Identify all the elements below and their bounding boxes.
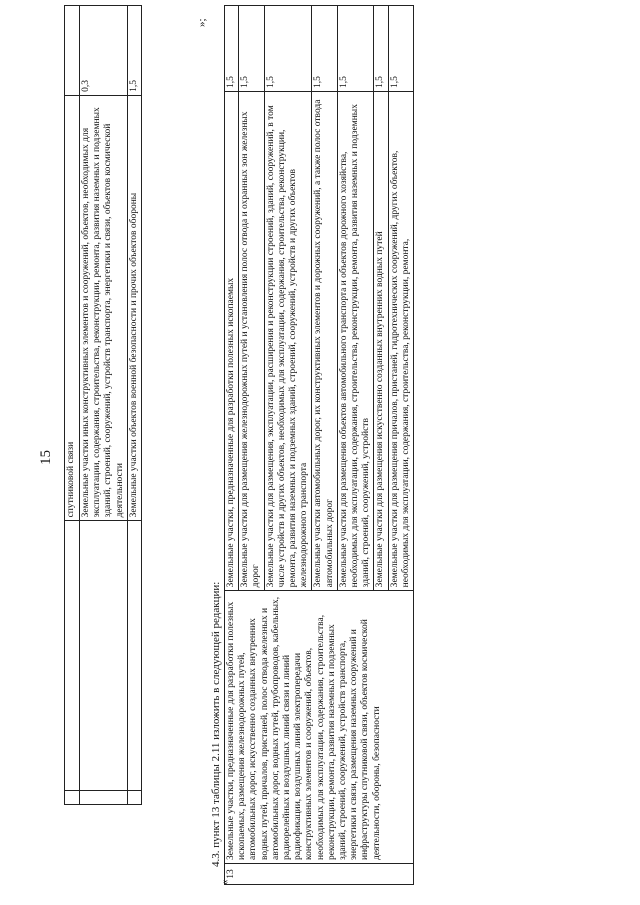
page-number: 15 (38, 450, 54, 465)
table-row (80, 6, 128, 805)
table-row (65, 6, 80, 805)
row-text: Земельные участки для размещения железнодорожных путей и установления полос отвода и охранных зон железных дорог (239, 91, 264, 590)
table-row (127, 6, 141, 805)
item-description: Земельные участки, предназначенные для разработки полезных ископаемых, размещения железнодорожных путей, автомобильных дорог, искусственно созданных внутренних водных путей, причалов, пристаней, полос отвода железных и автомобильных дорог, водных путей, трубопроводов, кабельных, радиорелейных и воздушных линий связи и линий радиофикации, воздушных линий электропередачи конструктивных элементов и сооружений, объектов, необходимых для эксплуатации, содержания, строительства, реконструкции, ремонта, развития наземных и подземных зданий, строений, сооружений, устройств транспорта, энергетики и связи, размещения наземных сооружений и инфраструктуры спутниковой связи, объектов космической деятельности, обороны, безопасности (225, 591, 414, 864)
row-value (65, 6, 80, 96)
row-text: Земельные участки иных конструктивных элементов и сооружений, объектов, необходимых для эксплуатации, содержания, строительства, реконструкции, ремонта, развития наземных и подземных зданий, строений, сооружений, устройств транспорта, энергетики и связи, объектов космической деятельности (80, 95, 128, 520)
table-item-13 (224, 5, 414, 885)
row-value: 1,5 (374, 6, 388, 92)
closing-quote: »; (196, 18, 208, 27)
row-value: 1,5 (239, 6, 264, 92)
item-number: 13 (225, 864, 414, 885)
table-continuation (64, 5, 142, 805)
row-text: Земельные участки, предназначенные для разработки полезных ископаемых (225, 91, 239, 590)
row-value: 1,5 (127, 6, 141, 96)
row-value: 0,3 (80, 6, 128, 96)
row-text: Земельные участки для размещения объектов автомобильного транспорта и объектов дорожного хозяйства, необходимых для эксплуатации, содержания, строительства, реконструкции, ремонта, развития наземных и подземных зданий, строений, сооружений, устройств (337, 91, 374, 590)
row-value: 1,5 (225, 6, 239, 92)
amendment-intro: 4.3. пункт 13 таблицы 2.11 изложить в следующей редакции: (210, 581, 222, 867)
row-text: Земельные участки автомобильных дорог, их конструктивных элементов и дорожных сооружений, а также полос отвода автомобильных дорог (312, 91, 337, 590)
row-value: 1,5 (264, 6, 312, 92)
table-row (225, 6, 239, 885)
row-text: Земельные участки для размещения, эксплуатации, расширения и реконструкции строений, зданий, сооружений, в том числе устройств и других объектов, необходимых для эксплуатации, содержания, строительства, реконструкции, ремонта, развития наземных и подземных зданий, строений, сооружений, устройств и других объектов железнодорожного транспорта (264, 91, 312, 590)
opening-quote: « (219, 879, 231, 885)
row-text: спутниковой связи (65, 95, 80, 520)
row-text: Земельные участки объектов военной безопасности и прочих объектов обороны (127, 95, 141, 520)
row-text: Земельные участки для размещения искусственно созданных внутренних водных путей (374, 91, 388, 590)
row-value: 1,5 (312, 6, 337, 92)
row-value: 1,5 (337, 6, 374, 92)
row-value: 1,5 (388, 6, 413, 92)
row-text: Земельные участки для размещения причалов, пристаней, гидротехнических сооружений, других объектов, необходимых для эксплуатации, содержания, строительства, реконструкции, ремонта, (388, 91, 413, 590)
